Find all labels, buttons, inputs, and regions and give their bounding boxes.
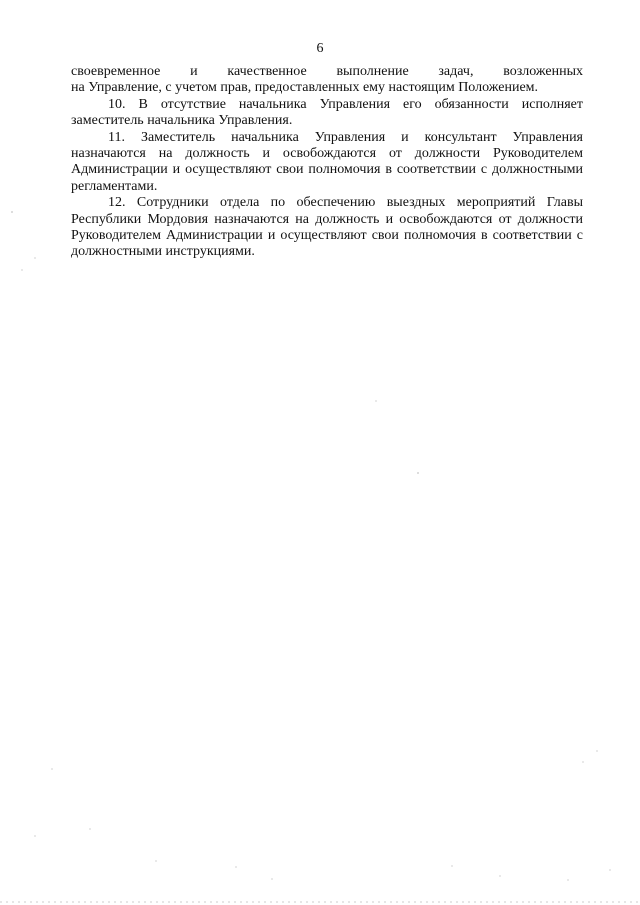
justified-first-line: [71, 64, 583, 80]
word: возложенных: [503, 64, 583, 79]
paragraph-continuation-rest: на Управление, с учетом прав, предоставленных ему настоящим Положением.: [71, 80, 539, 96]
document-body: [71, 64, 583, 261]
paragraph-12: 12. Сотрудники отдела по обеспечению выездных мероприятий Главы Республики Мордовия назначаются на должность и освобождаются от должности Руководителем Администрации и осуществляют свои полномочия в соответствии с должностными инструкциями.: [71, 195, 583, 260]
word: задач,: [438, 64, 474, 79]
paragraph-continuation: [71, 64, 583, 97]
word: своевременное: [71, 64, 161, 79]
paragraph-11: 11. Заместитель начальника Управления и консультант Управления назначаются на должность и освобождаются от должности Руководителем Администрации и осуществляют свои полномочия в соответствии с должностными регламентами.: [71, 129, 583, 194]
word: выполнение: [336, 64, 409, 79]
page-number: 6: [316, 41, 324, 56]
word: качественное: [227, 64, 307, 79]
paragraph-10: 10. В отсутствие начальника Управления его обязанности исполняет заместитель начальника Управления.: [71, 96, 583, 129]
word: и: [190, 64, 198, 79]
